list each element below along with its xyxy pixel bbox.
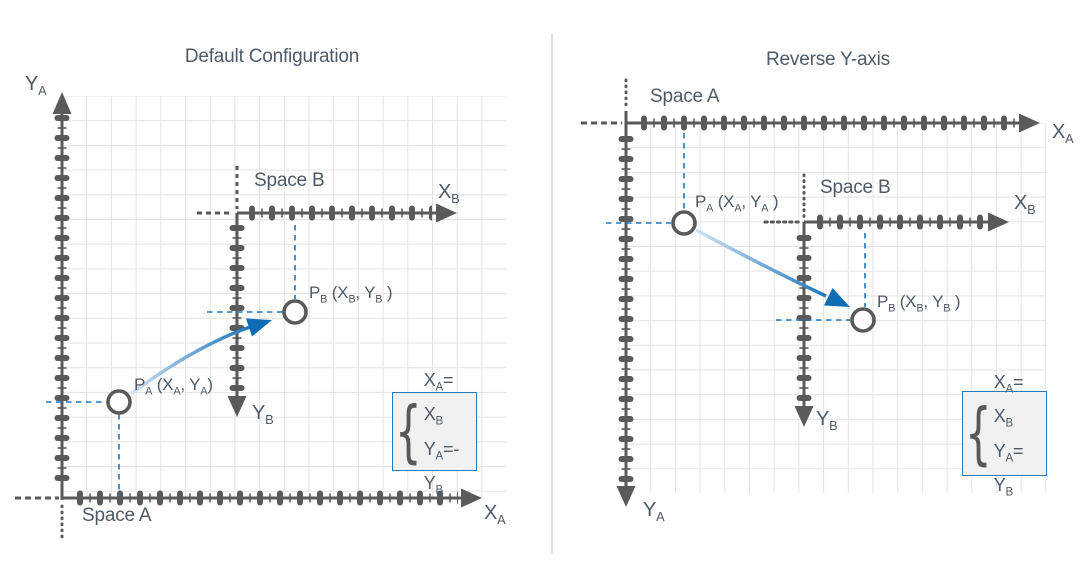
point-a-label: $P_A$ ($X_A$, $Y_A$) bbox=[134, 375, 213, 398]
right-panel-title: Reverse Y-axis bbox=[766, 49, 890, 70]
xa-axis-label: $X_A$ bbox=[484, 502, 506, 527]
point-a-marker bbox=[673, 212, 695, 234]
point-b-label: $P_B$ ($X_B$, $Y_B$ ) bbox=[309, 283, 393, 306]
point-a-label: $P_A$ ($X_A$, $Y_A$ ) bbox=[695, 192, 779, 215]
point-a-marker bbox=[108, 391, 130, 413]
space-b-label: Space B bbox=[820, 177, 891, 198]
point-b-marker bbox=[284, 301, 306, 323]
curly-brace: { bbox=[395, 391, 422, 471]
right-space-a-x-axis bbox=[581, 114, 1040, 133]
right-space-a-y-axis bbox=[617, 80, 636, 507]
equation-x: $X_A= X_B$ bbox=[993, 372, 1024, 430]
equation-y: $Y_A=-Y_B$ bbox=[423, 438, 460, 497]
left-panel-title: Default Configuration bbox=[184, 46, 360, 67]
yb-axis-label: $Y_B$ bbox=[252, 402, 274, 427]
equation-y: $Y_A= Y_B$ bbox=[993, 440, 1024, 499]
space-b-label: Space B bbox=[254, 170, 325, 191]
xa-axis-label: $X_A$ bbox=[1052, 121, 1074, 146]
left-transform-equations-box bbox=[392, 370, 477, 497]
space-a-label: Space A bbox=[82, 505, 152, 526]
ya-axis-arrow bbox=[617, 486, 636, 507]
point-b-marker bbox=[852, 309, 874, 331]
xb-axis-label: $X_B$ bbox=[1014, 192, 1036, 217]
space-a-label: Space A bbox=[650, 86, 720, 107]
ya-axis-label: $Y_A$ bbox=[25, 73, 47, 98]
curly-brace: { bbox=[965, 393, 992, 473]
yb-axis-label: $Y_B$ bbox=[816, 408, 838, 433]
equation-x: $X_A= X_B$ bbox=[423, 370, 454, 428]
left-space-a-y-axis bbox=[53, 92, 72, 541]
right-transform-equations-box bbox=[962, 372, 1047, 499]
point-b-label: $P_B$ ($X_B$, $Y_B$ ) bbox=[877, 292, 961, 315]
xb-axis-label: $X_B$ bbox=[438, 181, 460, 206]
ya-axis-label: $Y_A$ bbox=[643, 499, 665, 524]
